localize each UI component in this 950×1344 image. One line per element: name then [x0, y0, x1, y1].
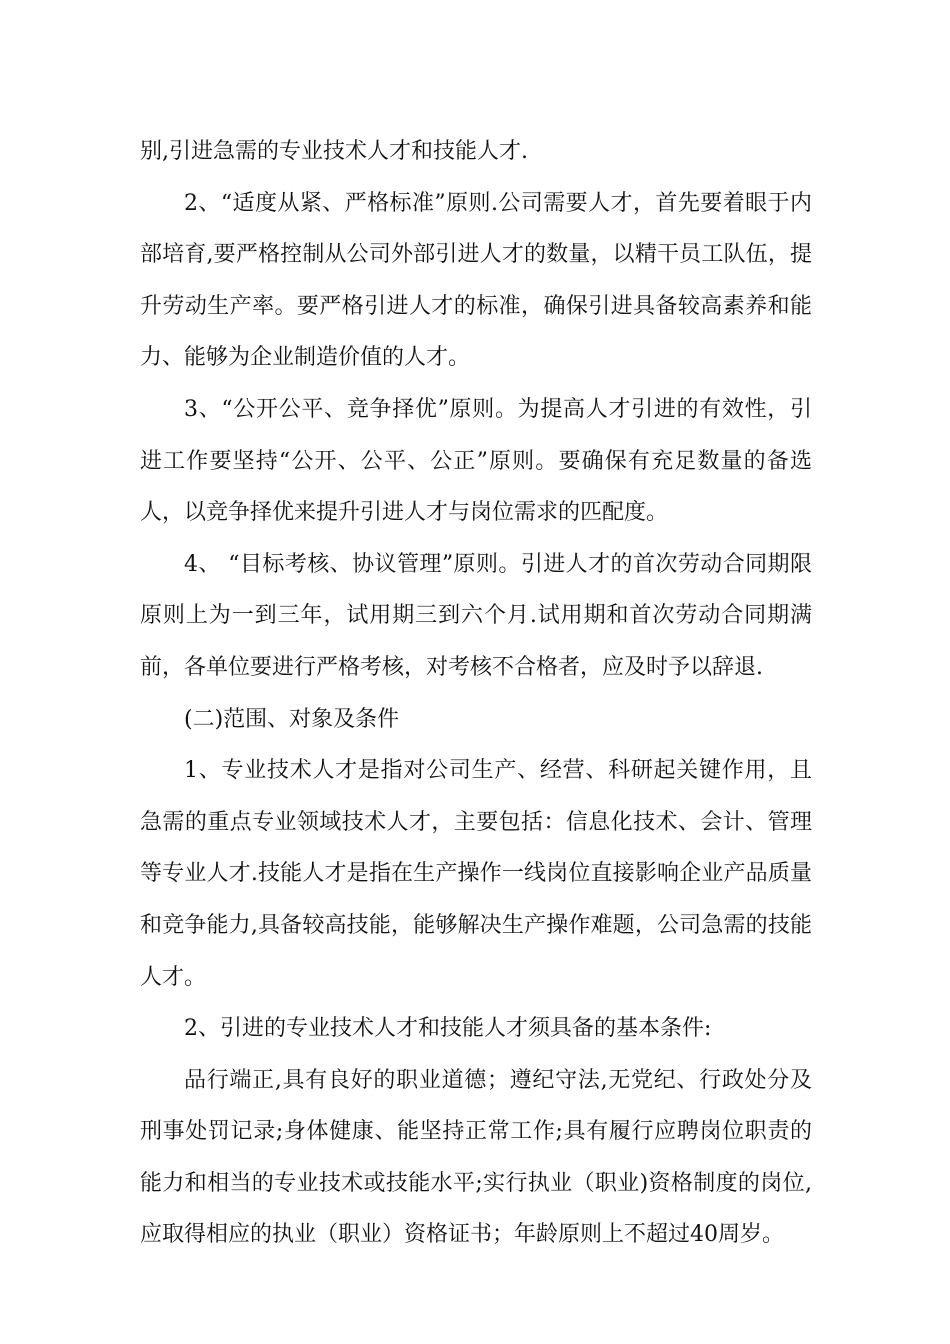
paragraph-principle-2: 2、“适度从紧、严格标准”原则.公司需要人才，首先要着眼于内部培育,要严格控制从公司外部引进人才的数量，以精干员工队伍，提升劳动生产率。要严格引进人才的标准，确保引进具备较高素养和能力、能够为企业制造价值的人才。 [140, 190, 812, 371]
section-heading-scope: (二)范围、对象及条件 [184, 706, 400, 732]
paragraph-conditions: 品行端正,具有良好的职业道德；遵纪守法,无党纪、行政处分及刑事处罚记录;身体健康、能坚持正常工作;具有履行应聘岗位职责的能力和相当的专业技术或技能水平;实行执业（职业)资格制度的岗位,应取得相应的执业（职业）资格证书；年龄原则上不超过40周岁。 [140, 1067, 812, 1248]
paragraph-continuation: 别,引进急需的专业技术人才和技能人才. [140, 139, 528, 164]
paragraph-scope-1: 1、专业技术人才是指对公司生产、经营、科研起关键作用，且急需的重点专业领域技术人才，主要包括：信息化技术、会计、管理等专业人才.技能人才是指在生产操作一线岗位直接影响企业产品质量和竞争能力,具备较高技能，能够解决生产操作难题，公司急需的技能人才。 [140, 758, 812, 990]
document-body [140, 126, 812, 1261]
paragraph-principle-4: 4、 “目标考核、协议管理”原则。引进人才的首次劳动合同期限原则上为一到三年，试用期三到六个月.试用期和首次劳动合同期满前，各单位要进行严格考核，对考核不合格者，应及时予以辞退. [140, 551, 812, 680]
paragraph-scope-2: 2、引进的专业技术人才和技能人才须具备的基本条件: [184, 1016, 712, 1042]
paragraph-principle-3: 3、“公开公平、竞争择优”原则。为提高人才引进的有效性，引进工作要坚持“公开、公平、公正”原则。要确保有充足数量的备选人，以竞争择优来提升引进人才与岗位需求的匹配度。 [140, 396, 812, 526]
